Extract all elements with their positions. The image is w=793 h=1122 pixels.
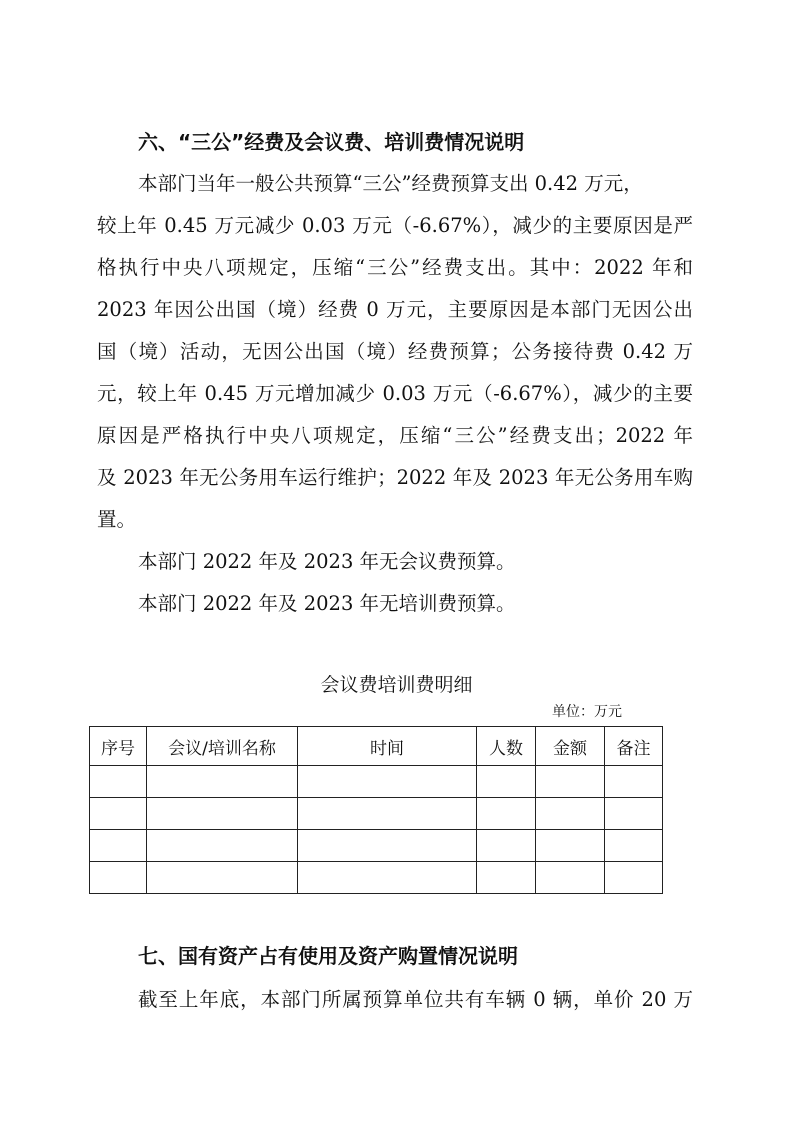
table-row: [90, 798, 663, 830]
paragraph-line: 2023 年因公出国（境）经费 0 万元，主要原因是本部门无因公出: [97, 298, 693, 321]
section-7-heading: 七、国有资产占有使用及资产购置情况说明: [138, 944, 518, 968]
table-unit: 单位：万元: [552, 704, 622, 720]
table-row: [90, 766, 663, 798]
paragraph-line: 及 2023 年无公务用车运行维护；2022 年及 2023 年无公务用车购: [97, 466, 693, 489]
table-cell: [477, 830, 536, 862]
meeting-fee-paragraph: 本部门 2022 年及 2023 年无会议费预算。: [138, 550, 516, 573]
table-cell: [298, 798, 477, 830]
table-cell: [536, 766, 605, 798]
table-cell: [477, 862, 536, 894]
table-cell: [605, 766, 663, 798]
table-cell: [298, 766, 477, 798]
table-cell: [90, 830, 147, 862]
table-cell: [536, 862, 605, 894]
table-cell: [477, 766, 536, 798]
column-header-time: 时间: [298, 727, 477, 766]
table-cell: [147, 766, 298, 798]
paragraph-line: 格执行中央八项规定，压缩“三公”经费支出。其中：2022 年和: [97, 256, 693, 279]
training-fee-paragraph: 本部门 2022 年及 2023 年无培训费预算。: [138, 592, 516, 615]
table-cell: [605, 862, 663, 894]
table-cell: [605, 830, 663, 862]
table-cell: [90, 766, 147, 798]
paragraph-line: 较上年 0.45 万元减少 0.03 万元（-6.67%），减少的主要原因是严: [97, 214, 693, 237]
table-row: [90, 830, 663, 862]
table-cell: [90, 862, 147, 894]
table-title: 会议费培训费明细: [320, 674, 473, 696]
section-6-heading: 六、“三公”经费及会议费、培训费情况说明: [138, 130, 525, 154]
table-cell: [147, 862, 298, 894]
paragraph-line: 元，较上年 0.45 万元增加减少 0.03 万元（-6.67%），减少的主要: [97, 382, 693, 405]
paragraph-line: 国（境）活动，无因公出国（境）经费预算；公务接待费 0.42 万: [97, 340, 693, 363]
table-cell: [147, 830, 298, 862]
paragraph-line: 截至上年底，本部门所属预算单位共有车辆 0 辆，单价 20 万: [138, 988, 693, 1011]
table-cell: [605, 798, 663, 830]
column-header-name: 会议/培训名称: [147, 727, 298, 766]
table-cell: [298, 830, 477, 862]
table-cell: [90, 798, 147, 830]
table-header-row: [90, 727, 663, 766]
paragraph-line: 置。: [97, 508, 137, 531]
column-header-remarks: 备注: [605, 727, 663, 766]
meeting-training-fee-table: [89, 726, 663, 894]
table-cell: [477, 798, 536, 830]
table-cell: [536, 798, 605, 830]
table-cell: [147, 798, 298, 830]
column-header-amount: 金额: [536, 727, 605, 766]
column-header-index: 序号: [90, 727, 147, 766]
column-header-attendees: 人数: [477, 727, 536, 766]
paragraph-line: 原因是严格执行中央八项规定，压缩“三公”经费支出；2022 年: [97, 424, 693, 447]
table-cell: [298, 862, 477, 894]
paragraph-line: 本部门当年一般公共预算“三公”经费预算支出 0.42 万元，: [138, 172, 643, 195]
table-cell: [536, 830, 605, 862]
table-row: [90, 862, 663, 894]
